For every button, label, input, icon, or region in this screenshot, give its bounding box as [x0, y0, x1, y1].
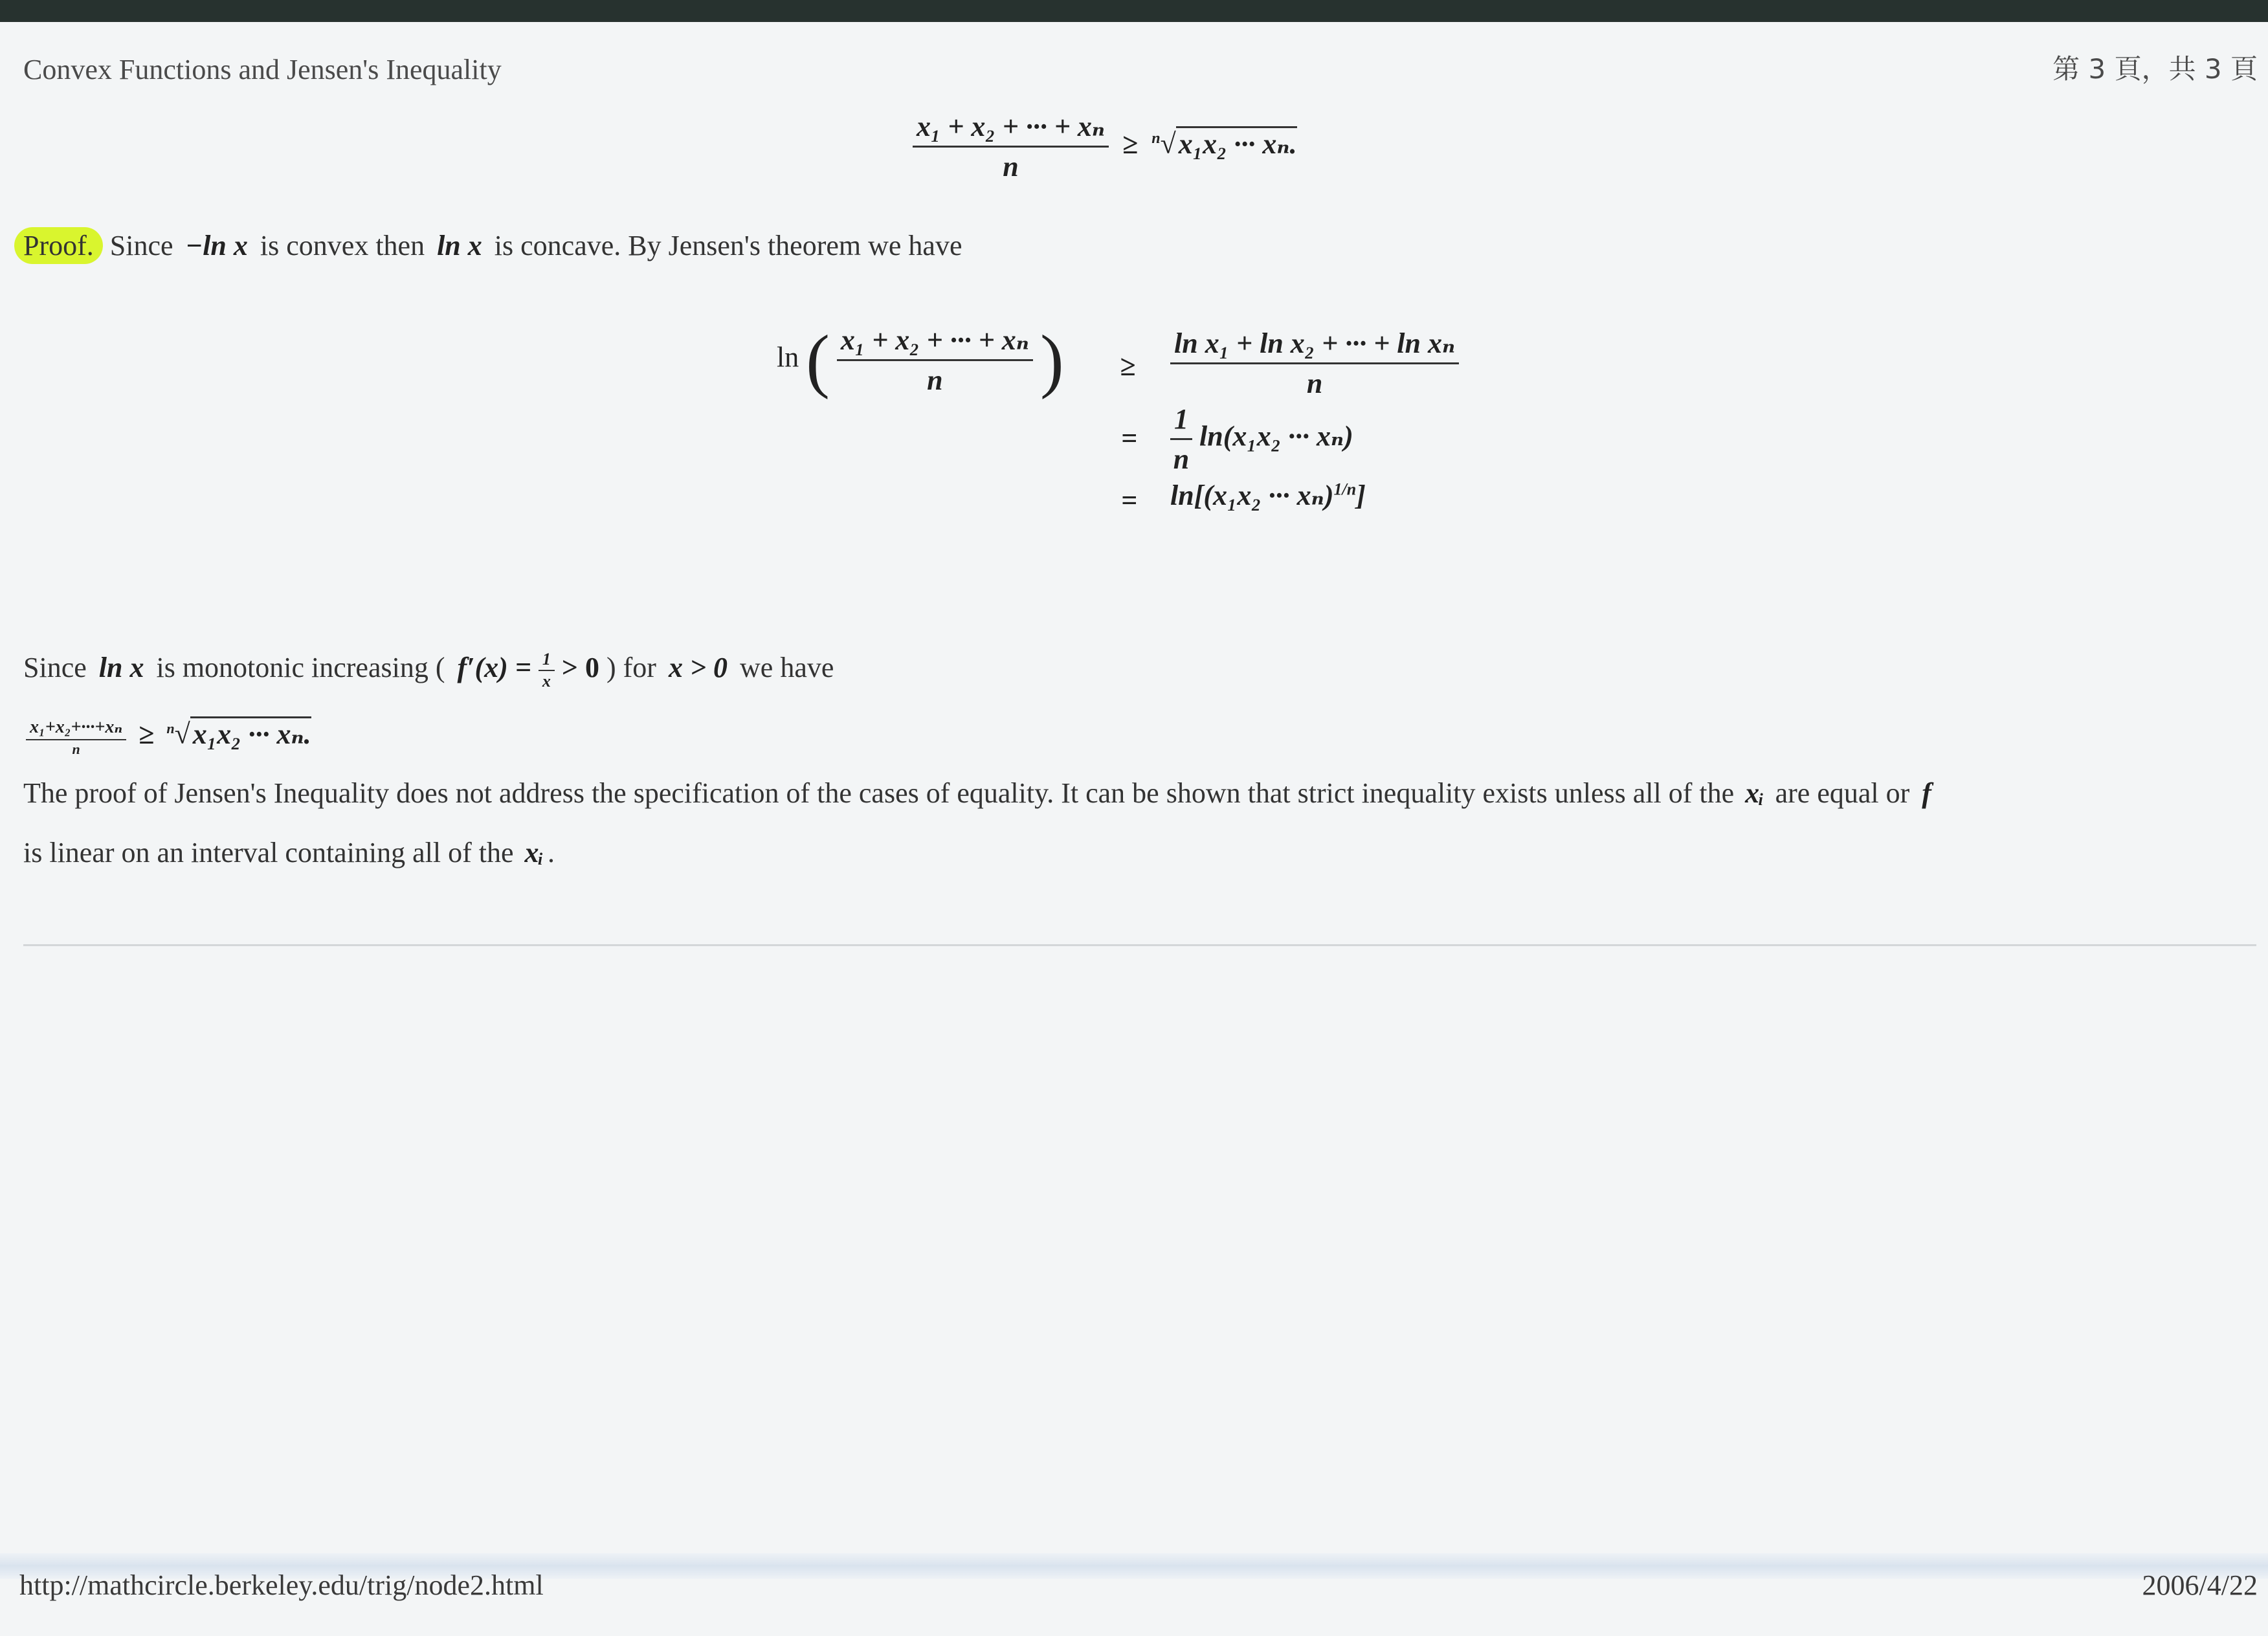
r2-fraction — [1170, 403, 1192, 476]
proof-label: Proof. — [14, 227, 103, 264]
proof-text-1: Since — [109, 230, 173, 261]
small-radicand: x₁x₂ ··· xₙ. — [190, 716, 311, 750]
proof-math-neg-ln: −ln x — [185, 230, 248, 261]
small-am-denominator: n — [72, 741, 80, 757]
proof-text-2: is convex then — [260, 230, 425, 261]
r3-part-b: ] — [1356, 480, 1366, 511]
closing-text-1: The proof of Jensen's Inequality does not address the specification of the cases of equality. It can be shown that strict inequality exists unless all of the — [23, 777, 1735, 809]
lhs-denominator: n — [927, 364, 943, 396]
lhs-numerator: x₁ + x₂ + ··· + xₙ — [837, 324, 1033, 361]
monotonic-line — [23, 650, 834, 691]
derivation-ge: ≥ — [1120, 350, 1136, 382]
closing-text-2: are equal or — [1775, 777, 1910, 809]
derivative-lhs: f′(x) = — [457, 652, 531, 684]
proof-text-3: is concave. By Jensen's theorem we have — [494, 230, 962, 261]
small-ge-symbol: ≥ — [139, 718, 155, 750]
small-am-fraction — [26, 716, 126, 758]
radical-sign: √ — [1160, 127, 1176, 160]
derivation-row-1 — [777, 320, 1064, 400]
derivative-fraction — [539, 650, 555, 691]
ln-operator: ln — [777, 341, 799, 373]
derivation-r3 — [1170, 479, 1366, 512]
derivation-eq-1: = — [1121, 423, 1138, 454]
am-numerator: x₁ + x₂ + ··· + xₙ — [913, 110, 1109, 148]
small-radical-index: n — [166, 720, 175, 736]
mono-text-2: is monotonic increasing ( — [156, 652, 445, 684]
radical-index: n — [1151, 129, 1161, 147]
proof-math-ln: ln x — [437, 230, 482, 261]
proof-line — [23, 229, 962, 262]
mono-math-derivative — [457, 650, 606, 691]
closing-math-xi-2: xᵢ — [524, 837, 544, 868]
derivation-r2 — [1170, 403, 1353, 476]
derivative-den: x — [542, 672, 551, 691]
am-gm-formula — [913, 110, 1297, 183]
closing-text-3: is linear on an interval containing all of the — [23, 837, 514, 868]
page-indicator: 第 3 頁，共 3 頁 — [2052, 53, 2258, 85]
mono-text-4: we have — [740, 652, 834, 684]
am-denominator: n — [1003, 151, 1019, 182]
r2-denominator: n — [1173, 443, 1190, 475]
r3-part-a: ln[(x₁x₂ ··· xₙ) — [1170, 480, 1334, 511]
lhs-fraction — [837, 324, 1033, 397]
small-am-numerator: x₁+x₂+···+xₙ — [26, 716, 126, 740]
r2-rest: ln(x₁x₂ ··· xₙ) — [1199, 420, 1353, 452]
mono-text-1: Since — [23, 652, 87, 684]
closing-math-xi: xᵢ — [1745, 777, 1764, 809]
r3-exp-den: n — [1346, 480, 1357, 499]
derivation-eq-2: = — [1121, 485, 1138, 516]
mono-text-3: ) for — [606, 652, 656, 684]
mono-math-ln: ln x — [98, 652, 144, 684]
radicand: x₁x₂ ··· xₙ. — [1176, 126, 1297, 160]
r1-fraction — [1170, 327, 1459, 400]
derivative-num: 1 — [539, 650, 555, 671]
closing-line-2 — [23, 836, 555, 869]
derivation-r1 — [1170, 327, 1459, 400]
horizontal-divider — [23, 944, 2256, 946]
footer-url[interactable]: http://mathcircle.berkeley.edu/trig/node2.html — [19, 1569, 544, 1601]
r1-numerator: ln x₁ + ln x₂ + ··· + ln xₙ — [1170, 327, 1459, 364]
r1-denominator: n — [1306, 368, 1323, 399]
am-fraction — [913, 110, 1109, 183]
r2-numerator: 1 — [1170, 403, 1192, 440]
closing-line-1 — [23, 777, 1931, 810]
ge-symbol: ≥ — [1122, 127, 1139, 160]
small-am-gm-formula — [26, 716, 311, 758]
r3-exponent: 1/n — [1333, 480, 1357, 499]
top-border — [0, 0, 2268, 22]
left-paren: ( — [806, 320, 830, 400]
derivative-tail: > 0 — [561, 652, 599, 684]
mono-math-condition: x > 0 — [668, 652, 728, 684]
closing-math-f: f — [1922, 777, 1931, 809]
document-title: Convex Functions and Jensen's Inequality — [23, 54, 502, 85]
closing-period: . — [548, 837, 555, 868]
right-paren: ) — [1040, 320, 1064, 400]
r3-exp-num: 1 — [1333, 480, 1342, 499]
small-radical-sign: √ — [174, 718, 190, 750]
footer-date: 2006/4/22 — [2142, 1569, 2258, 1601]
